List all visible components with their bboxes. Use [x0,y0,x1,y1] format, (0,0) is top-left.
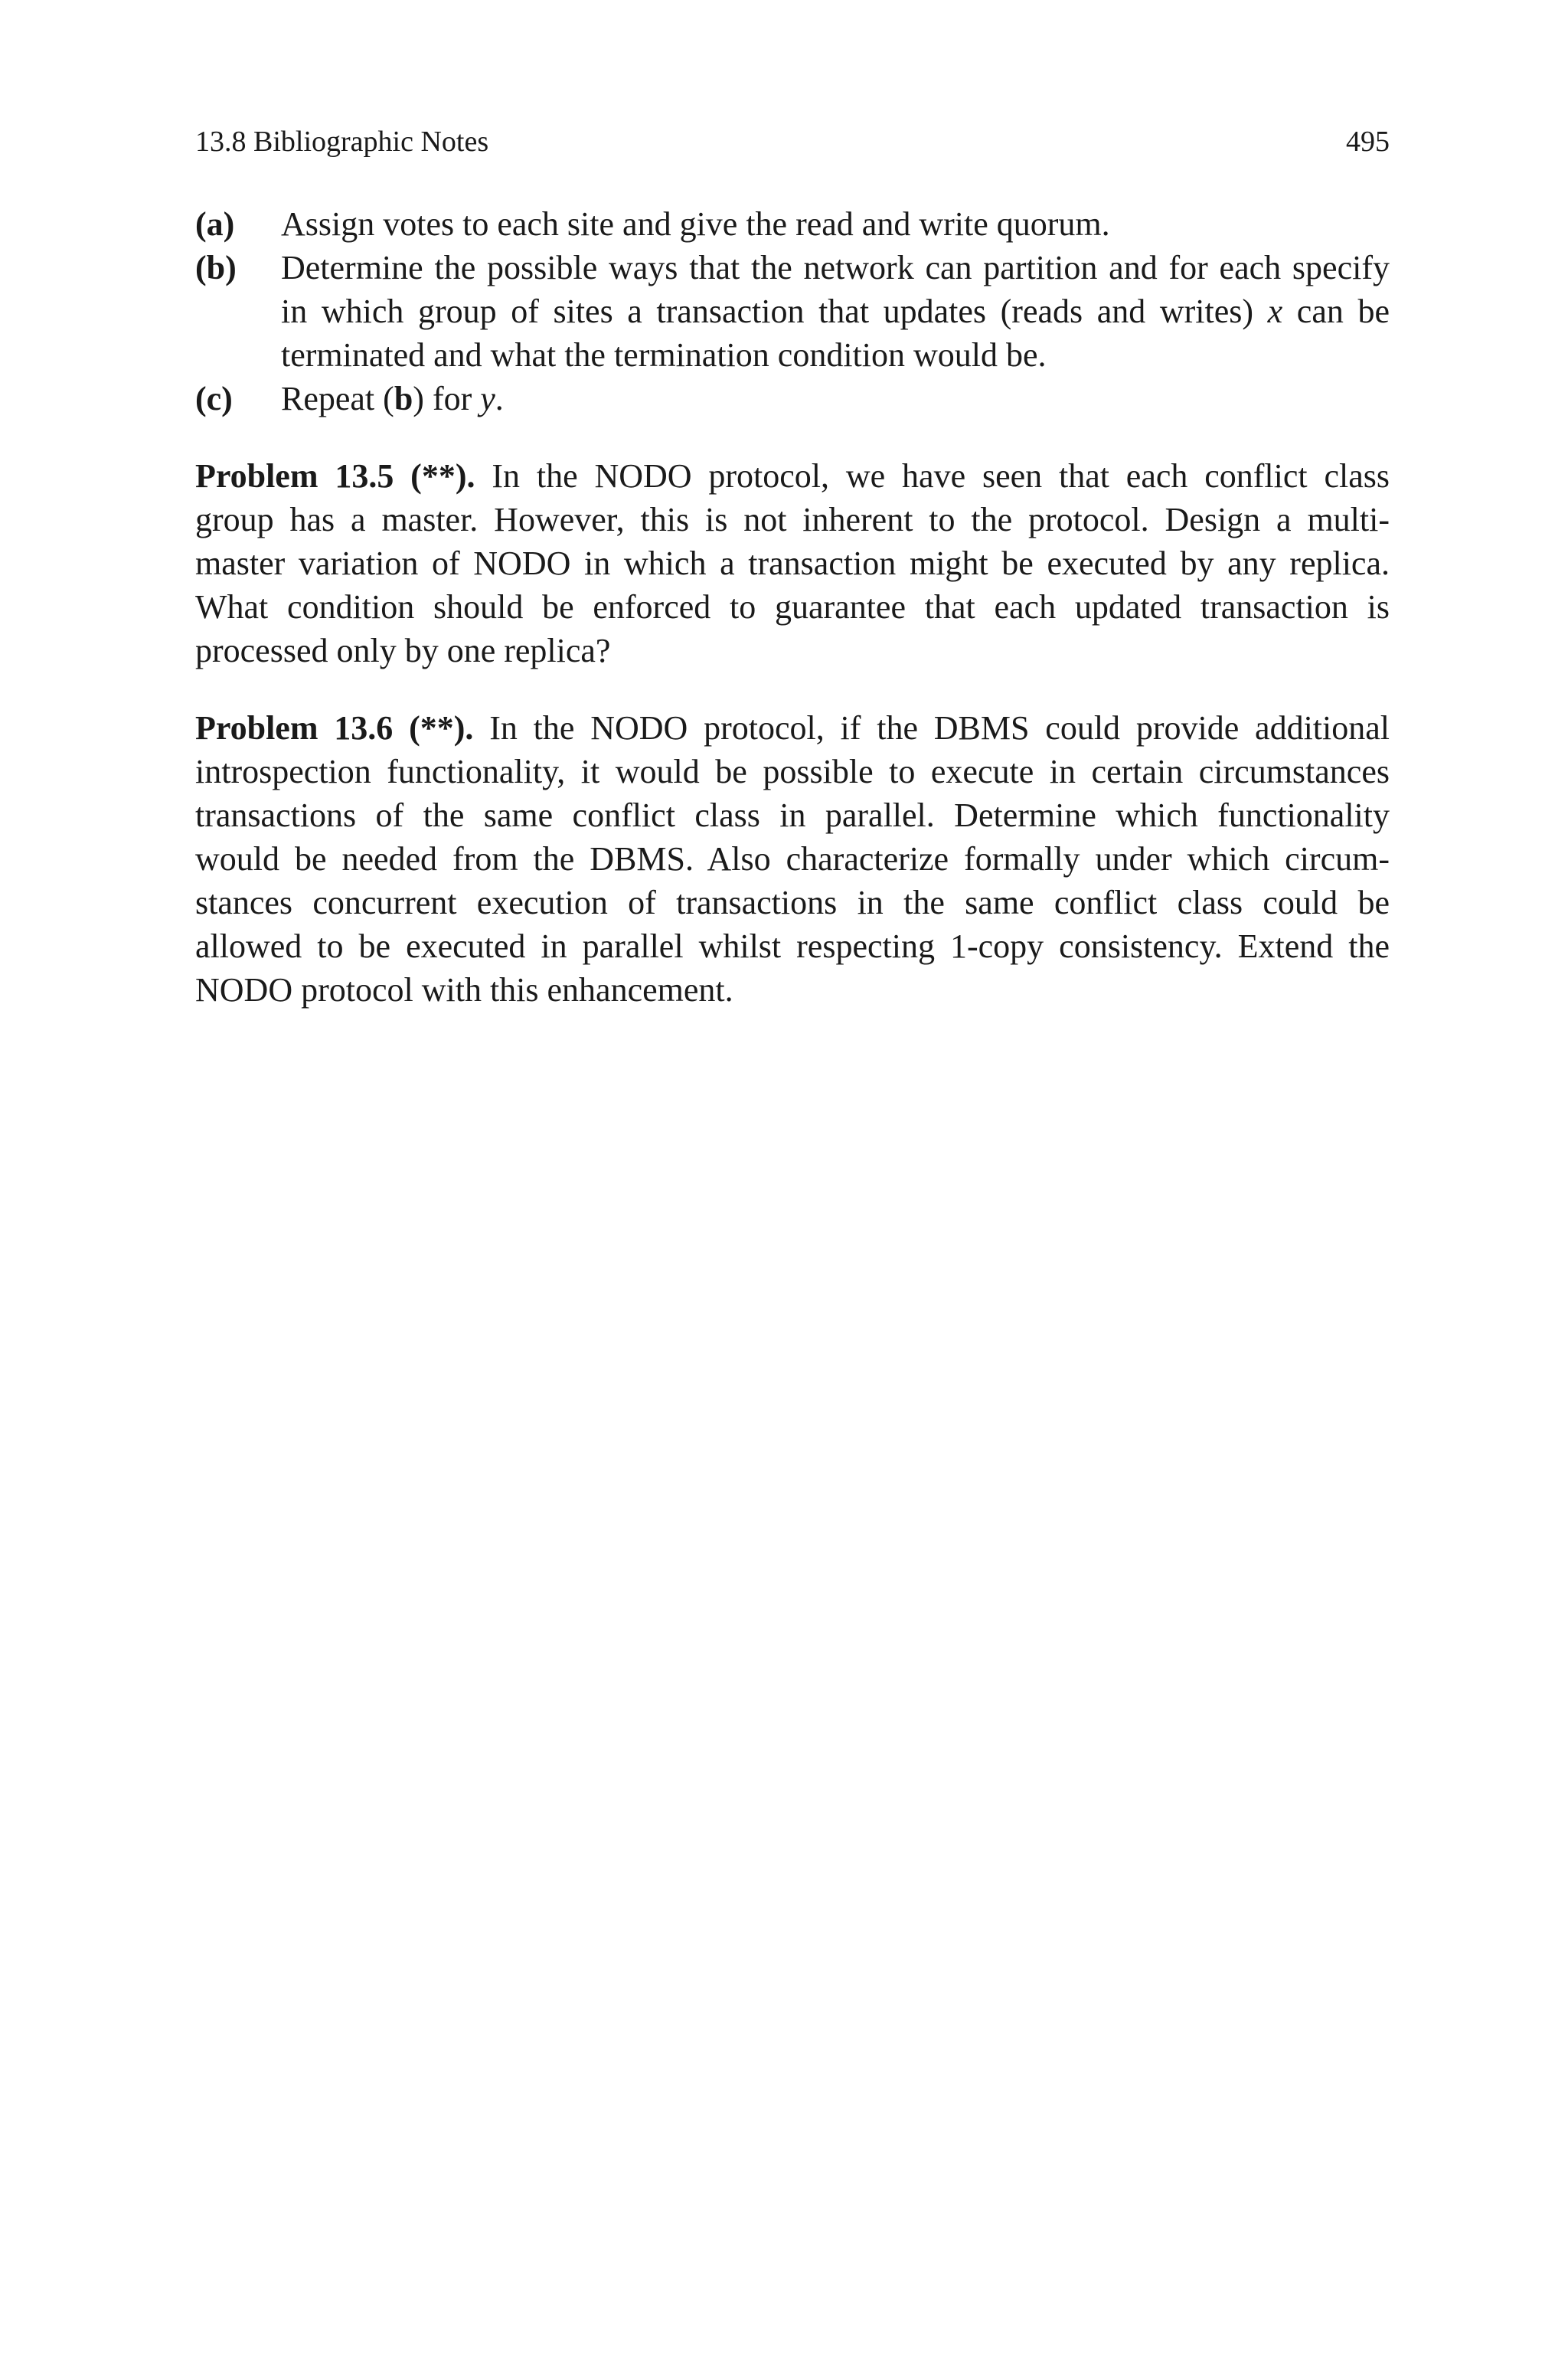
list-item-c-pre: Repeat ( [281,380,394,417]
problem-13-6-heading: Problem 13.6 (**). [195,709,474,747]
problem-13-6-line-1 [195,706,1390,750]
list-item-b-line-2 [281,289,1390,333]
list-item-c-ref: b [394,380,413,417]
list-item-b-line-1: Determine the possible ways that the network can partition and for each specify [281,249,1390,286]
list-item-b [195,246,1390,377]
page-number: 495 [1346,126,1390,158]
problem-13-5-line-5: processed only by one replica? [195,632,611,669]
list-item-c-mid: ) for [413,380,481,417]
problem-13-6-line-7: NODO protocol with this enhancement. [195,971,733,1009]
problem-13-5 [195,454,1390,672]
problem-13-5-line-3: master variation of NODO in which a transaction might be executed by any replica. [195,545,1390,582]
running-head [195,123,1390,161]
problem-13-5-line-1-text: In the NODO protocol, we have seen that each conflict class [475,457,1390,495]
problem-13-6-line-2: introspection functionality, it would be possible to execute in certain circumstances [195,753,1390,790]
list-item-c [195,377,1390,420]
problem-13-5-heading: Problem 13.5 (**). [195,457,475,495]
problem-13-5-line-4: What condition should be enforced to guarantee that each updated transaction is [195,588,1390,626]
list-item-b-line-2-pre: in which group of sites a transaction that updates (reads and writes) [281,293,1268,330]
variable-y: y [480,380,495,417]
problem-13-5-line-1 [195,454,1390,498]
list-item-c-text [281,377,1390,420]
page-body [195,202,1390,1012]
list-label-a: (a) [195,205,235,243]
list-item-a [195,202,1390,246]
problem-13-6 [195,706,1390,1012]
list-item-b-line-3: terminated and what the termination condition would be. [281,336,1047,374]
list-item-b-line-2-post: can be [1282,293,1390,330]
problem-13-6-line-6: allowed to be executed in parallel whilst respecting 1-copy consistency. Extend the [195,927,1390,965]
list-label-c: (c) [195,380,233,417]
running-head-section: 13.8 Bibliographic Notes [195,126,489,158]
problem-13-6-line-3: transactions of the same conflict class in parallel. Determine which functionality [195,796,1390,834]
variable-x: x [1267,293,1283,330]
problem-13-6-line-1-text: In the NODO protocol, if the DBMS could provide additional [473,709,1390,747]
list-item-a-text: Assign votes to each site and give the read and write quorum. [281,205,1110,243]
problem-13-6-line-4: would be needed from the DBMS. Also characterize formally under which circum- [195,840,1390,878]
list-item-c-post: . [495,380,504,417]
problem-13-6-line-5: stances concurrent execution of transactions in the same conflict class could be [195,884,1390,921]
problem-13-5-line-2: group has a master. However, this is not inherent to the protocol. Design a multi- [195,501,1390,538]
list-label-b: (b) [195,249,237,286]
